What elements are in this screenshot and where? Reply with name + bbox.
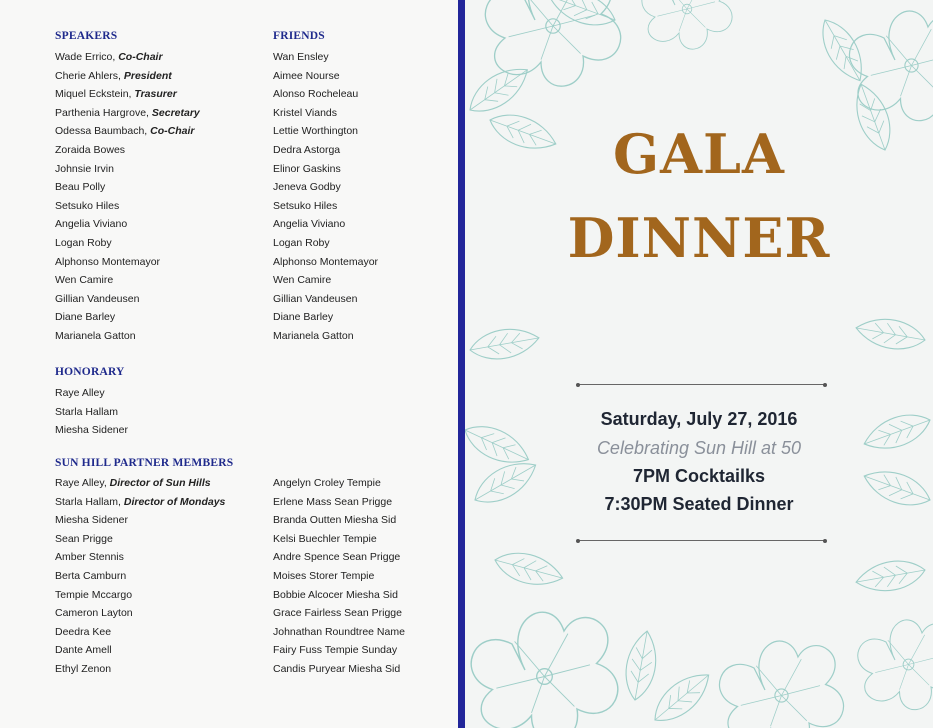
member-name: Amber Stennis bbox=[55, 551, 124, 564]
member-item bbox=[55, 215, 200, 234]
member-item bbox=[55, 403, 128, 422]
member-name: Zoraida Bowes bbox=[55, 143, 126, 156]
member-name: Erlene Mass Sean Prigge bbox=[273, 495, 393, 508]
member-name: Aimee Nourse bbox=[273, 69, 340, 82]
member-name: Branda Outten Miesha Sid bbox=[273, 514, 397, 527]
member-name: Bobbie Alcocer Miesha Sid bbox=[273, 588, 398, 601]
member-name: Moises Storer Tempie bbox=[273, 569, 375, 582]
member-name: Odessa Baumbach, bbox=[55, 125, 151, 138]
member-name: Logan Roby bbox=[55, 236, 112, 249]
member-item bbox=[273, 160, 378, 179]
bottom-rule bbox=[578, 540, 825, 541]
member-item bbox=[273, 234, 378, 253]
member-item bbox=[55, 493, 225, 512]
member-name: Deedra Kee bbox=[55, 625, 112, 638]
member-role: Director of Mondays bbox=[123, 495, 226, 508]
member-item bbox=[55, 271, 200, 290]
member-item bbox=[273, 567, 405, 586]
member-name: Fairy Fuss Tempie Sunday bbox=[273, 644, 398, 657]
speakers-heading: SPEAKERS bbox=[55, 30, 118, 42]
member-item bbox=[273, 623, 405, 642]
member-item bbox=[55, 623, 225, 642]
member-name: Lettie Worthington bbox=[273, 125, 359, 138]
member-item bbox=[55, 530, 225, 549]
member-name: Dante Amell bbox=[55, 644, 112, 657]
member-item bbox=[273, 308, 378, 327]
member-name: Raye Alley bbox=[55, 387, 105, 399]
member-item bbox=[273, 660, 405, 679]
member-item bbox=[55, 141, 200, 160]
member-item bbox=[273, 586, 405, 605]
member-role: Secretary bbox=[151, 106, 200, 119]
member-role: Co-Chair bbox=[150, 125, 195, 138]
member-item bbox=[273, 85, 378, 104]
member-name: Kelsi Buechler Tempie bbox=[273, 532, 377, 545]
member-name: Diane Barley bbox=[273, 311, 334, 324]
member-name: Wade Errico, bbox=[55, 51, 119, 63]
member-item bbox=[55, 290, 200, 309]
member-name: Johnsie Irvin bbox=[55, 162, 114, 175]
member-item bbox=[273, 271, 378, 290]
member-name: Beau Polly bbox=[55, 181, 106, 194]
title-dinner: DINNER bbox=[567, 206, 831, 270]
member-item bbox=[55, 641, 225, 660]
member-item bbox=[55, 660, 225, 679]
member-item bbox=[273, 290, 378, 309]
cocktails-time: 7PM Cocktailks bbox=[632, 466, 766, 486]
member-item bbox=[55, 104, 200, 123]
member-item bbox=[273, 511, 405, 530]
member-item bbox=[273, 215, 378, 234]
honorary-heading: HONORARY bbox=[55, 366, 125, 378]
honorary-list bbox=[55, 384, 128, 440]
event-tagline: Celebrating Sun Hill at 50 bbox=[596, 438, 802, 458]
member-item bbox=[273, 604, 405, 623]
member-name: Angelia Viviano bbox=[55, 218, 128, 231]
member-item bbox=[55, 604, 225, 623]
member-item bbox=[273, 548, 405, 567]
member-role: President bbox=[123, 69, 172, 82]
member-name: Marianela Gatton bbox=[273, 329, 354, 342]
member-item bbox=[55, 308, 200, 327]
member-item bbox=[55, 421, 128, 440]
member-item bbox=[273, 178, 378, 197]
member-name: Cherie Ahlers, bbox=[55, 69, 124, 82]
member-name: Gillian Vandeusen bbox=[273, 292, 358, 305]
member-name: Angelia Viviano bbox=[273, 218, 346, 231]
member-item bbox=[273, 641, 405, 660]
member-name: Parthenia Hargrove, bbox=[55, 106, 152, 119]
member-name: Miesha Sidener bbox=[55, 424, 128, 437]
spine-divider bbox=[458, 0, 465, 728]
member-role: Director of Sun Hills bbox=[109, 477, 211, 489]
member-name: Setsuko Hiles bbox=[273, 199, 338, 212]
member-name: Wen Camire bbox=[55, 274, 114, 287]
member-name: Miesha Sidener bbox=[55, 514, 128, 527]
member-item bbox=[55, 253, 200, 272]
member-item bbox=[273, 67, 378, 86]
member-name: Alonso Rocheleau bbox=[273, 88, 359, 101]
member-item bbox=[273, 197, 378, 216]
member-name: Alphonso Montemayor bbox=[55, 255, 161, 268]
member-item bbox=[55, 160, 200, 179]
member-item bbox=[55, 474, 225, 493]
member-name: Miquel Eckstein, bbox=[55, 88, 135, 101]
member-name: Candis Puryear Miesha Sid bbox=[273, 662, 401, 675]
member-item bbox=[273, 122, 378, 141]
member-name: Alphonso Montemayor bbox=[273, 255, 379, 268]
member-name: Gillian Vandeusen bbox=[55, 292, 140, 305]
member-name: Sean Prigge bbox=[55, 532, 113, 545]
member-name: Diane Barley bbox=[55, 311, 116, 324]
friends-heading: FRIENDS bbox=[273, 30, 325, 42]
member-item bbox=[55, 548, 225, 567]
member-item bbox=[273, 48, 378, 67]
member-role: Trasurer bbox=[134, 88, 177, 101]
member-name: Grace Fairless Sean Prigge bbox=[273, 607, 402, 620]
member-item bbox=[55, 122, 200, 141]
member-name: Kristel Viands bbox=[273, 106, 338, 119]
event-date: Saturday, July 27, 2016 bbox=[600, 409, 798, 429]
member-name: Angelyn Croley Tempie bbox=[273, 477, 381, 489]
floral-illustration bbox=[465, 0, 933, 728]
member-item bbox=[55, 327, 200, 346]
member-item bbox=[55, 197, 200, 216]
member-name: Wan Ensley bbox=[273, 51, 329, 63]
member-name: Wen Camire bbox=[273, 274, 332, 287]
friends-list bbox=[273, 48, 378, 346]
member-role: Co-Chair bbox=[118, 51, 163, 63]
dinner-time: 7:30PM Seated Dinner bbox=[604, 494, 794, 514]
member-item bbox=[273, 327, 378, 346]
member-item bbox=[273, 104, 378, 123]
cover-page bbox=[465, 0, 933, 728]
title-gala: GALA bbox=[613, 122, 785, 186]
member-item bbox=[55, 85, 200, 104]
member-item bbox=[273, 253, 378, 272]
member-name: Cameron Layton bbox=[55, 607, 133, 620]
member-name: Logan Roby bbox=[273, 236, 330, 249]
member-item bbox=[55, 511, 225, 530]
member-item bbox=[55, 567, 225, 586]
member-name: Starla Hallam bbox=[55, 405, 119, 418]
roster-page bbox=[0, 0, 458, 728]
partners-heading: SUN HILL PARTNER MEMBERS bbox=[55, 457, 234, 469]
member-item bbox=[55, 384, 128, 403]
member-name: Elinor Gaskins bbox=[273, 162, 341, 175]
member-name: Jeneva Godby bbox=[273, 181, 341, 194]
member-name: Marianela Gatton bbox=[55, 329, 136, 342]
top-rule bbox=[578, 384, 825, 385]
member-name: Dedra Astorga bbox=[273, 143, 341, 156]
speakers-list bbox=[55, 48, 200, 346]
member-item bbox=[55, 67, 200, 86]
member-name: Setsuko Hiles bbox=[55, 199, 120, 212]
member-item bbox=[55, 178, 200, 197]
member-name: Starla Hallam, bbox=[55, 495, 124, 508]
member-name: Berta Camburn bbox=[55, 569, 127, 582]
member-name: Raye Alley, bbox=[55, 477, 110, 489]
member-item bbox=[273, 530, 405, 549]
member-name: Andre Spence Sean Prigge bbox=[273, 551, 401, 564]
member-item bbox=[55, 586, 225, 605]
member-name: Tempie Mccargo bbox=[55, 588, 133, 601]
member-item bbox=[55, 48, 200, 67]
member-item bbox=[273, 493, 405, 512]
member-item bbox=[273, 141, 378, 160]
member-name: Ethyl Zenon bbox=[55, 662, 112, 675]
partners-list-left bbox=[55, 474, 225, 679]
member-item bbox=[55, 234, 200, 253]
member-item bbox=[273, 474, 405, 493]
member-name: Johnathan Roundtree Name bbox=[273, 625, 405, 638]
partners-list-right bbox=[273, 474, 405, 679]
